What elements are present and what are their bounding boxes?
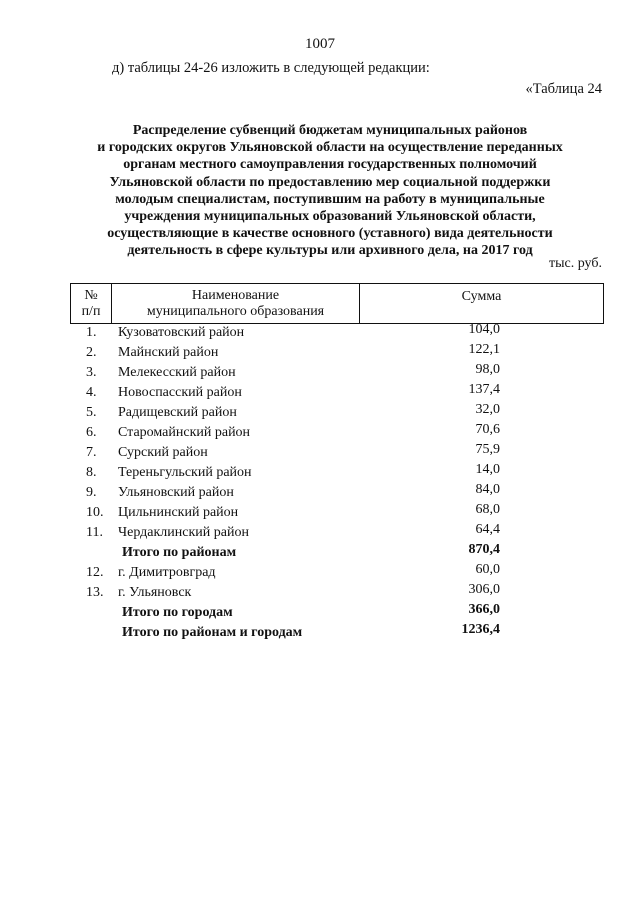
row-number: 4. <box>86 385 97 400</box>
header-number-line1: № <box>84 288 98 303</box>
row-number: 6. <box>86 425 97 440</box>
total-row <box>0 622 640 642</box>
row-amount: 1236,4 <box>461 622 500 637</box>
table-row <box>0 482 640 502</box>
header-name-line2: муниципального образования <box>146 304 325 319</box>
row-amount: 75,9 <box>475 442 500 457</box>
row-name: Итого по городам <box>122 605 233 620</box>
header-number-column <box>71 284 112 323</box>
row-name: Чердаклинский район <box>118 525 249 540</box>
table-row <box>0 402 640 422</box>
header-sum-column: Сумма <box>461 289 502 304</box>
table-body <box>0 322 640 642</box>
table-row <box>0 322 640 342</box>
header-name-column <box>112 284 360 323</box>
row-amount: 60,0 <box>475 562 500 577</box>
table-title <box>40 122 620 260</box>
table-row <box>0 582 640 602</box>
table-row <box>0 422 640 442</box>
row-name: Итого по районам <box>122 545 237 560</box>
row-name: Ульяновский район <box>118 485 234 500</box>
row-amount: 84,0 <box>475 482 500 497</box>
title-line: осуществляющие в качестве основного (уставного) вида деятельности <box>107 226 553 242</box>
row-amount: 70,6 <box>475 422 500 437</box>
table-row <box>0 382 640 402</box>
table-row <box>0 442 640 462</box>
row-name: Итого по районам и городам <box>122 625 303 640</box>
table-row <box>0 522 640 542</box>
header-name-line1: Наименование <box>191 288 280 303</box>
row-name: Новоспасский район <box>118 385 242 400</box>
table-row <box>0 502 640 522</box>
row-name: Тереньгульский район <box>118 465 252 480</box>
table-row <box>0 462 640 482</box>
header-number-line2: п/п <box>81 304 101 319</box>
row-number: 10. <box>86 505 104 520</box>
row-number: 8. <box>86 465 97 480</box>
row-name: Цильнинский район <box>118 505 239 520</box>
title-line: и городских округов Ульяновской области на осуществление переданных <box>97 140 563 156</box>
table-row <box>0 362 640 382</box>
row-number: 5. <box>86 405 97 420</box>
row-name: Радищевский район <box>118 405 237 420</box>
row-amount: 104,0 <box>468 322 500 337</box>
row-amount: 14,0 <box>475 462 500 477</box>
row-number: 9. <box>86 485 97 500</box>
table-row <box>0 562 640 582</box>
row-name: Старомайнский район <box>118 425 251 440</box>
row-number: 11. <box>86 525 103 540</box>
row-number: 2. <box>86 345 97 360</box>
title-line: молодым специалистам, поступившим на работу в муниципальные <box>115 191 545 207</box>
unit-label: тыс. руб. <box>549 256 602 271</box>
row-name: Майнский район <box>118 345 219 360</box>
table-row <box>0 342 640 362</box>
row-number: 1. <box>86 325 97 340</box>
row-number: 3. <box>86 365 97 380</box>
intro-text: д) таблицы 24-26 изложить в следующей редакции: <box>112 60 430 76</box>
title-line: Распределение субвенций бюджетам муниципальных районов <box>132 123 528 138</box>
title-line: органам местного самоуправления государственных полномочий <box>123 157 537 173</box>
row-name: Мелекесский район <box>118 365 236 380</box>
page-number: 1007 <box>305 36 335 52</box>
row-amount: 68,0 <box>475 502 500 517</box>
row-name: Сурский район <box>118 445 208 460</box>
row-number: 12. <box>86 565 104 580</box>
table-reference: «Таблица 24 <box>525 81 602 97</box>
row-number: 7. <box>86 445 97 460</box>
total-row <box>0 542 640 562</box>
row-amount: 98,0 <box>475 362 500 377</box>
row-name: г. Димитровград <box>118 565 216 580</box>
row-name: г. Ульяновск <box>118 585 192 600</box>
row-amount: 366,0 <box>468 602 500 617</box>
title-line: учреждения муниципальных образований Ульяновской области, <box>124 209 536 225</box>
total-row <box>0 602 640 622</box>
row-amount: 137,4 <box>468 382 500 397</box>
row-amount: 32,0 <box>475 402 500 417</box>
row-amount: 306,0 <box>468 582 500 597</box>
table-header <box>70 283 604 324</box>
row-name: Кузоватовский район <box>118 325 245 340</box>
row-amount: 122,1 <box>468 342 500 357</box>
title-line: деятельность в сфере культуры или архивного дела, на 2017 год <box>127 243 533 259</box>
row-amount: 64,4 <box>475 522 500 537</box>
row-amount: 870,4 <box>468 542 500 557</box>
title-line: Ульяновской области по предоставлению мер социальной поддержки <box>109 174 551 190</box>
row-number: 13. <box>86 585 104 600</box>
